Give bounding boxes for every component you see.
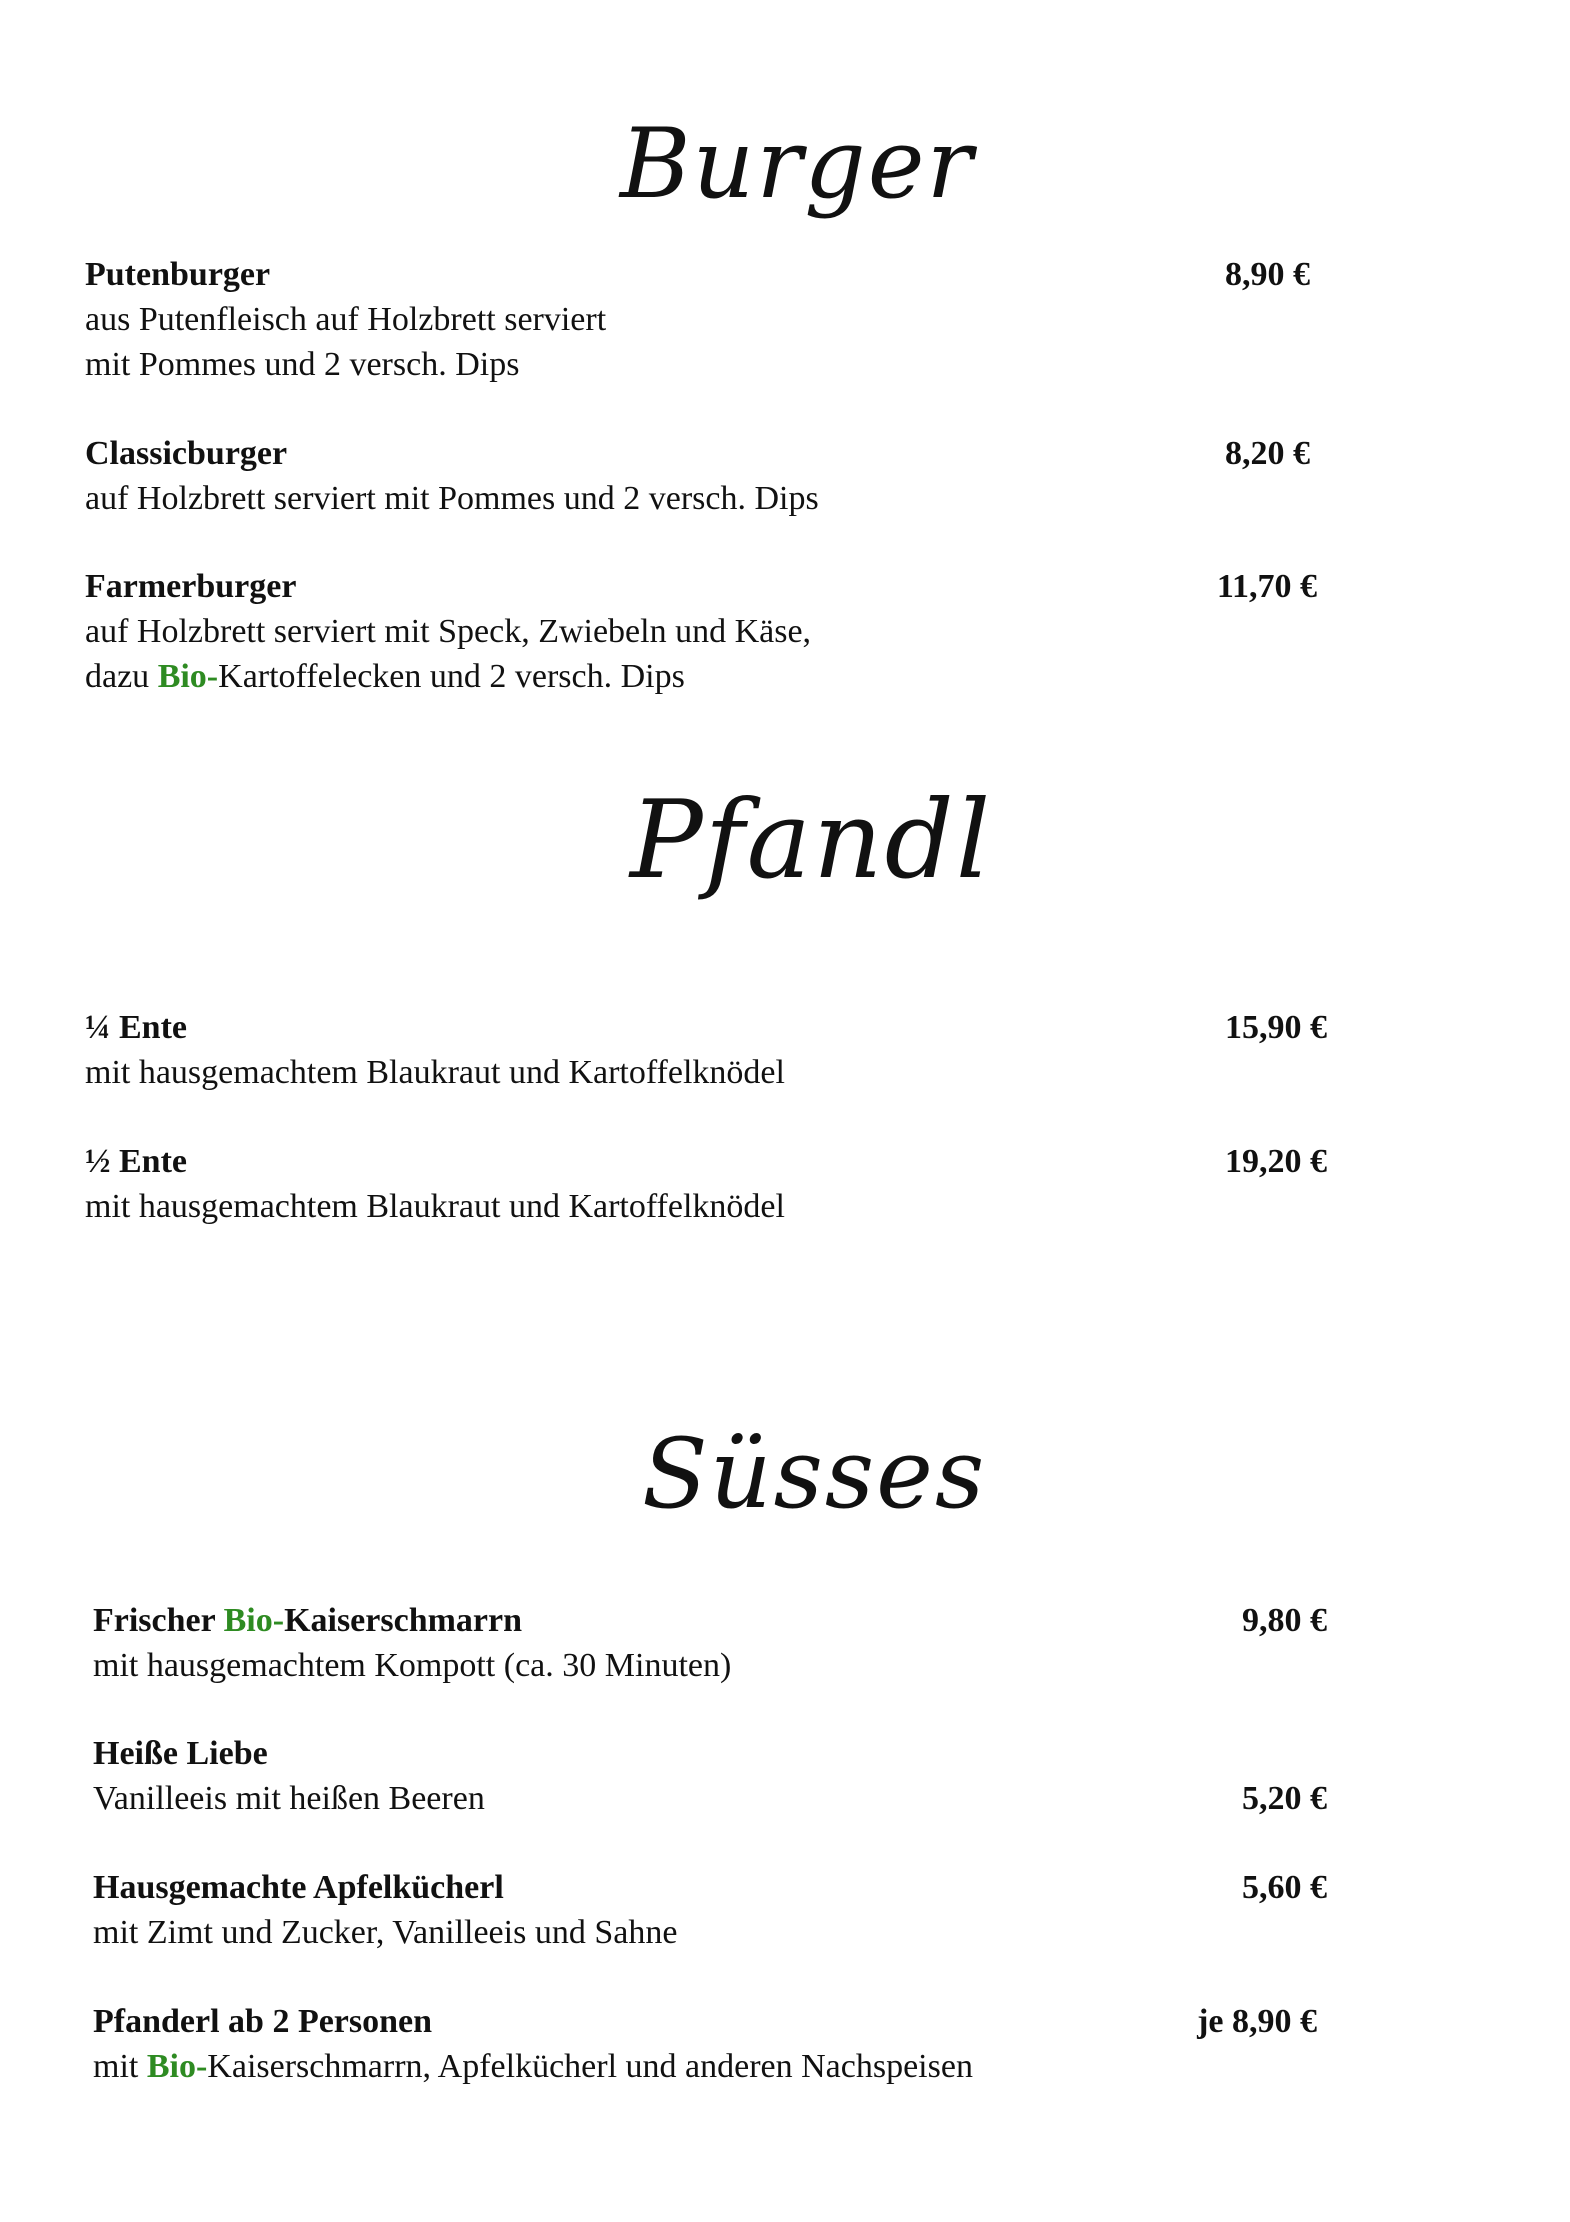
name-text: Frischer	[93, 1602, 224, 1639]
section-title-suesses: Süsses	[642, 1418, 987, 1530]
item-description: aus Putenfleisch auf Holzbrett serviert	[85, 301, 607, 338]
item-description: auf Holzbrett serviert mit Speck, Zwiebeln und Käse,	[85, 613, 812, 650]
item-name: ½ Ente	[85, 1143, 187, 1180]
item-description: mit hausgemachtem Kompott (ca. 30 Minuten)	[93, 1647, 732, 1684]
menu-item-kaiserschmarrn	[93, 1598, 1373, 1688]
menu-item-classicburger	[85, 431, 1365, 521]
item-name: Pfanderl ab 2 Personen	[93, 2003, 433, 2040]
desc-text: Kaiserschmarrn, Apfelkücherl und anderen Nachspeisen	[207, 2048, 973, 2085]
menu-item-halbe-ente	[85, 1139, 1365, 1229]
menu-item-viertel-ente	[85, 1005, 1365, 1095]
item-name: Putenburger	[85, 256, 271, 293]
item-name: Heiße Liebe	[93, 1735, 268, 1772]
item-price: 8,20 €	[1225, 435, 1310, 472]
menu-item-pfanderl	[93, 1999, 1373, 2089]
item-name: Hausgemachte Apfelkücherl	[93, 1869, 504, 1906]
item-description-bio	[85, 654, 1365, 699]
menu-item-heisse-liebe	[93, 1731, 1373, 1821]
bio-label: Bio-	[146, 2048, 208, 2085]
desc-text: dazu	[85, 658, 158, 695]
item-name: ¼ Ente	[85, 1009, 187, 1046]
item-name	[93, 1598, 1373, 1643]
item-name: Farmerburger	[85, 568, 297, 605]
menu-item-farmerburger	[85, 564, 1365, 699]
item-description: auf Holzbrett serviert mit Pommes und 2 versch. Dips	[85, 480, 819, 517]
menu-item-putenburger	[85, 252, 1365, 387]
item-price: 5,20 €	[1242, 1780, 1327, 1817]
item-description: mit hausgemachtem Blaukraut und Kartoffelknödel	[85, 1054, 785, 1091]
section-title-pfandl: Pfandl	[630, 778, 993, 903]
item-description: mit Pommes und 2 versch. Dips	[85, 346, 520, 383]
item-description-bio	[93, 2044, 1373, 2089]
menu-item-apfelkuecherl	[93, 1865, 1373, 1955]
desc-text: mit	[93, 2048, 147, 2085]
item-price: 11,70 €	[1216, 568, 1317, 605]
item-description: Vanilleeis mit heißen Beeren	[93, 1780, 485, 1817]
bio-label: Bio-	[223, 1602, 285, 1639]
item-price: 5,60 €	[1242, 1869, 1327, 1906]
bio-label: Bio-	[157, 658, 219, 695]
desc-text: Kartoffelecken und 2 versch. Dips	[218, 658, 685, 695]
section-title-burger: Burger	[620, 108, 975, 220]
item-price: 8,90 €	[1225, 256, 1310, 293]
item-price: 9,80 €	[1242, 1602, 1327, 1639]
item-price: je 8,90 €	[1197, 2003, 1317, 2040]
item-price: 15,90 €	[1225, 1009, 1327, 1046]
item-description: mit hausgemachtem Blaukraut und Kartoffelknödel	[85, 1188, 785, 1225]
item-name: Classicburger	[85, 435, 288, 472]
name-text: Kaiserschmarrn	[284, 1602, 523, 1639]
item-price: 19,20 €	[1225, 1143, 1327, 1180]
item-description: mit Zimt und Zucker, Vanilleeis und Sahne	[93, 1914, 678, 1951]
